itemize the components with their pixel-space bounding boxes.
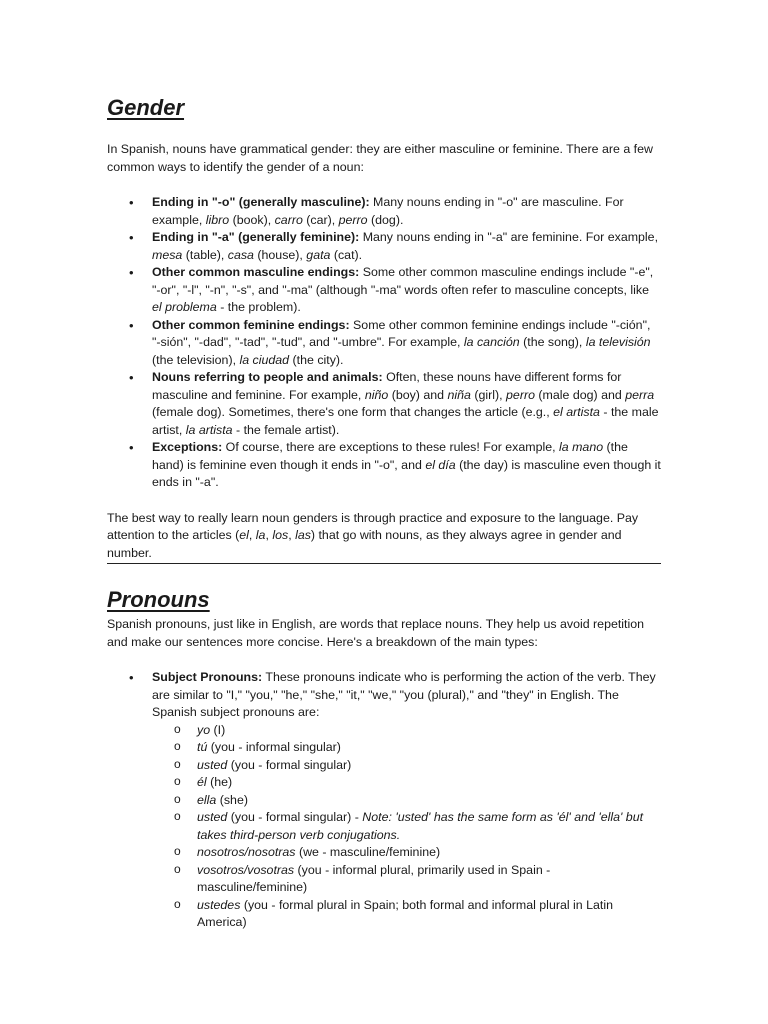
list-item: o ustedes (you - formal plural in Spain; both formal and informal plural in Latin America): [174, 896, 613, 929]
list-item: • Ending in "-a" (generally feminine): Many nouns ending in "-a" are feminine. For example, mesa (table), casa (house), gata (cat).: [129, 230, 659, 262]
circle-bullet-icon: o: [174, 896, 181, 911]
bullet-icon: •: [129, 195, 134, 210]
gender-rules-list: [107, 194, 661, 492]
list-item: o nosotros/nosotras (we - masculine/feminine): [174, 844, 441, 859]
list-item: • Exceptions: Of course, there are exceptions to these rules! For example, la mano (the hand) is feminine even though it ends in "-o", and el día (the day) is masculine even though it ends in "-a".: [129, 440, 661, 489]
pronouns-heading: Pronouns: [107, 587, 210, 612]
list-item: • Ending in "-o" (generally masculine): Many nouns ending in "-o" are masculine. For example, libro (book), carro (car), perro (dog).: [129, 195, 624, 227]
bullet-icon: •: [129, 370, 134, 385]
circle-bullet-icon: o: [174, 791, 181, 806]
list-item: • Other common feminine endings: Some other common feminine endings include "-ción", "-sión", "-dad", "-tad", "-tud", and "-umbre". For example, la canción (the song), la televisión (the television), la ciudad (the city).: [129, 317, 651, 367]
list-item: • Subject Pronouns: These pronouns indicate who is performing the action of the verb. They are similar to "I," "you," "he," "she," "it," "we," "you (plural)," and "they" in English. The Spanish subject pronouns are: o yo (I) o tú (you - informal singular) o usted (you - formal singular) o él (he) o ella (she) o usted (you - formal singular) - Note: 'usted' has the same form as 'él' and 'ella' but takes third-person verb conjugations. o nosotros/nosotras (we - masculine/feminine) o vosotros/vosotras (you - informal plural, primarily used in Spain - masculine/feminine) o ustedes (you - formal plural in Spain; both formal and informal plural in Latin America): [107, 669, 661, 932]
circle-bullet-icon: o: [174, 774, 181, 788]
list-item: • Other common masculine endings: Some other common masculine endings include "-e", "-or", "-l", "-n", "-s", and "-ma" (although "-ma" words often refer to masculine concepts, like el problema - the problem).: [129, 265, 654, 314]
circle-bullet-icon: o: [174, 756, 181, 771]
pronouns-intro: Spanish pronouns, just like in English, are words that replace nouns. They help us avoid repetition and make our sentences more concise. Here's a breakdown of the main types:: [107, 617, 645, 649]
list-item: o yo (I): [174, 721, 226, 737]
list-item: o usted (you - formal singular): [174, 756, 352, 772]
bullet-icon: •: [129, 440, 134, 455]
circle-bullet-icon: o: [174, 861, 181, 876]
list-item: o usted (you - formal singular) - Note: 'usted' has the same form as 'él' and 'ella' but takes third-person verb conjugations.: [174, 809, 644, 842]
list-item: o él (he): [174, 774, 233, 789]
bullet-icon: •: [129, 670, 134, 685]
list-item: o ella (she): [174, 791, 248, 807]
circle-bullet-icon: o: [174, 739, 181, 753]
list-item: o tú (you - informal singular): [174, 739, 341, 754]
circle-bullet-icon: o: [174, 721, 181, 736]
gender-heading: Gender: [107, 95, 185, 120]
subject-pronouns-list: [152, 722, 661, 932]
circle-bullet-icon: o: [174, 809, 181, 823]
list-item: o vosotros/vosotras (you - informal plural, primarily used in Spain - masculine/feminine): [174, 861, 551, 894]
circle-bullet-icon: o: [174, 844, 181, 858]
pronoun-types-list: [107, 669, 661, 932]
list-item: • Nouns referring to people and animals: Often, these nouns have different forms for masculine and feminine. For example, niño (boy) and niña (girl), perro (male dog) and perra (female dog). Sometimes, there's one form that changes the article (e.g., el artista - the male artist, la artista - the female artist).: [129, 370, 659, 437]
document-body: [107, 94, 661, 932]
bullet-icon: •: [129, 230, 134, 245]
gender-outro: The best way to really learn noun genders is through practice and exposure to the language. Pay attention to the articles (el, la, los, las) that go with nouns, as they always agree in gender and number.: [107, 510, 639, 560]
bullet-icon: •: [129, 265, 134, 280]
gender-intro: In Spanish, nouns have grammatical gender: they are either masculine or feminine. There are a few common ways to identify the gender of a noun:: [107, 142, 653, 174]
horizontal-rule: [107, 563, 661, 564]
bullet-icon: •: [129, 317, 134, 333]
